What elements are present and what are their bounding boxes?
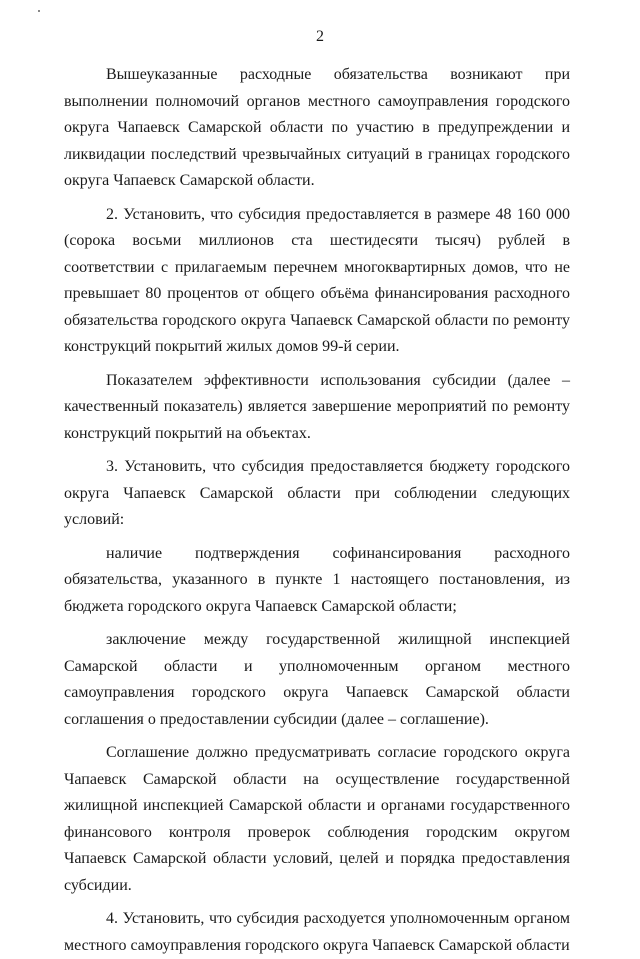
scan-speck <box>38 10 40 12</box>
paragraph-efficiency-indicator: Показателем эффективности использования субсидии (далее – качественный показатель) является завершение мероприятий по ремонту конструкций покрытий на объектах. <box>64 371 570 442</box>
paragraph-item-2-subsidy-amount: 2. Установить, что субсидия предоставляется в размере 48 160 000 (сорока восьми миллионов ста шестидесяти тысяч) рублей в соответствии с прилагаемым перечнем многоквартирных домов, что не превышает 80 процентов от общего объёма финансирования расходного обязательства городского округа Чапаевск Самарской области по ремонту конструкций покрытий жилых домов 99-й серии. <box>64 205 570 355</box>
paragraph-agreement-consent: Соглашение должно предусматривать согласие городского округа Чапаевск Самарской области на осуществление государственной жилищной инспекцией Самарской области и органами государственного финансового контроля проверок соблюдения городским округом Чапаевск Самарской области условий, целей и порядка предоставления субсидии. <box>64 744 570 894</box>
paragraph-item-4-spending: 4. Установить, что субсидия расходуется уполномоченным органом местного самоуправления городского округа Чапаевск Самарской области <box>64 910 570 954</box>
paragraph-condition-agreement: заключение между государственной жилищной инспекцией Самарской области и уполномоченным органом местного самоуправления городского округа Чапаевск Самарской области соглашения о предоставлении субсидии (далее – соглашение). <box>64 631 570 728</box>
document-body <box>64 62 570 959</box>
paragraph-obligations: Вышеуказанные расходные обязательства возникают при выполнении полномочий органов местного самоуправления городского округа Чапаевск Самарской области по участию в предупреждении и ликвидации последствий чрезвычайных ситуаций в границах городского округа Чапаевск Самарской области. <box>64 66 570 189</box>
page-number: 2 <box>316 28 324 45</box>
paragraph-item-3-conditions: 3. Установить, что субсидия предоставляется бюджету городского округа Чапаевск Самарской области при соблюдении следующих условий: <box>64 458 570 528</box>
paragraph-condition-cofinancing: наличие подтверждения софинансирования расходного обязательства, указанного в пункте 1 настоящего постановления, из бюджета городского округа Чапаевск Самарской области; <box>64 544 570 615</box>
